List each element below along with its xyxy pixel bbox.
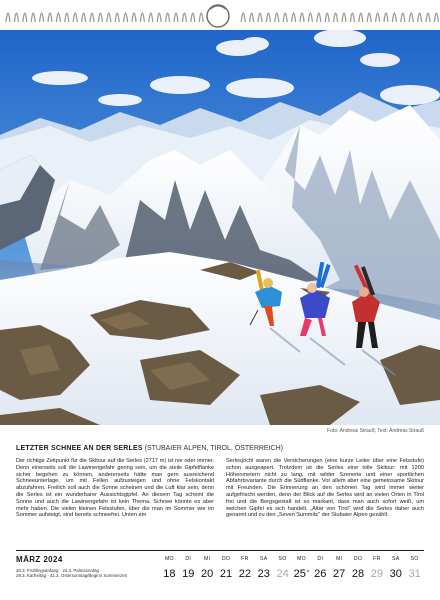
day-column bbox=[292, 551, 311, 591]
day-column bbox=[386, 551, 405, 591]
spiral-coil bbox=[124, 13, 128, 22]
day-columns bbox=[160, 551, 424, 591]
day-number-text: 24 bbox=[276, 568, 289, 580]
weekday-label: FR bbox=[373, 556, 381, 562]
holiday-line: 20.3. Frühlingsanfang · 24.3. Palmsonntag · bbox=[16, 568, 102, 573]
article-subtitle: (STUBAIER ALPEN, TIROL, ÖSTERREICH) bbox=[144, 445, 283, 452]
spiral-coil bbox=[40, 13, 44, 22]
photo-credit: Foto: Andreas Strauß; Text: Andreas Strauß bbox=[327, 428, 424, 434]
spiral-coil bbox=[325, 13, 329, 22]
weekday-label: SO bbox=[278, 556, 287, 562]
article-text-1: Der richtige Zeitpunkt für die Skitour auf die Serles (2717 m) ist nie oder immer. Denn einerseits soll die Lawinengefahr gering sein, um die steile Gipfelflanke sicher begehen zu können, andererseits hätte man gern ausreichend Schneeunterlage, um mit Fellen aufzusteigen und ohne Felskontakt abzufahren. Freilich soll auch die Sonne scheinen und die Luft klar sein, denn die Serles ist ein wunderbarer Aussichtsgipfel. An diesem Tag scheint die Sonne und auch die Lawinengefahr ist kein Thema. Schnee könnte es aber mehr haben. Die vielen kleinen Felsstufen, über die man im Sommer wie im Sommer aufsteigt, sind bereits schneefrei. Unten am bbox=[16, 458, 214, 519]
weekday-label: DI bbox=[317, 556, 324, 562]
day-column bbox=[349, 551, 368, 591]
day-number bbox=[273, 568, 292, 580]
spiral-coil bbox=[275, 13, 279, 22]
weekday-label: DO bbox=[221, 556, 231, 562]
spiral-coil bbox=[115, 13, 119, 22]
spiral-coil bbox=[392, 13, 396, 22]
spiral-coil bbox=[283, 13, 287, 22]
day-column bbox=[198, 551, 217, 591]
spiral-coil bbox=[23, 13, 27, 22]
day-number-text: 19 bbox=[182, 568, 195, 580]
day-number bbox=[311, 568, 330, 580]
day-number-text: 25 bbox=[293, 568, 306, 580]
weekday-label: SA bbox=[391, 556, 400, 562]
spiral-coil bbox=[140, 13, 144, 22]
day-column bbox=[235, 551, 254, 591]
day-number-text: 30 bbox=[389, 568, 402, 580]
spiral-coil bbox=[182, 13, 186, 22]
spiral-coil bbox=[350, 13, 354, 22]
ski-tour-illustration bbox=[0, 30, 440, 425]
spiral-coil bbox=[174, 13, 178, 22]
weekday-label: SA bbox=[259, 556, 268, 562]
spiral-coil bbox=[317, 13, 321, 22]
spiral-coil bbox=[149, 13, 153, 22]
spiral-coil bbox=[6, 13, 10, 22]
calendar-strip bbox=[16, 550, 424, 591]
day-number-text: 27 bbox=[333, 568, 346, 580]
day-column bbox=[330, 551, 349, 591]
spiral-coil bbox=[73, 13, 77, 22]
day-column bbox=[273, 551, 292, 591]
spiral-coil bbox=[401, 13, 405, 22]
holiday-line: 29.3. Karfreitag · 31.3. Ostersonntag/Beginn Sommerzeit bbox=[16, 573, 127, 579]
spiral-coil bbox=[426, 13, 430, 22]
spiral-coil bbox=[191, 13, 195, 22]
article-body bbox=[16, 458, 424, 550]
day-number bbox=[217, 568, 236, 580]
day-number bbox=[386, 568, 405, 580]
spiral-coil bbox=[342, 13, 346, 22]
spiral-coil bbox=[132, 13, 136, 22]
day-number-text: 29 bbox=[370, 568, 383, 580]
weekday-label: FR bbox=[241, 556, 249, 562]
spiral-coil bbox=[367, 13, 371, 22]
month-label: MÄRZ 2024 bbox=[16, 555, 63, 564]
spiral-coil bbox=[199, 13, 203, 22]
day-column bbox=[367, 551, 386, 591]
day-number bbox=[198, 568, 217, 580]
spiral-coil bbox=[90, 13, 94, 22]
spiral-coil bbox=[157, 13, 161, 22]
spiral-coil bbox=[334, 13, 338, 22]
article-column-1 bbox=[16, 458, 214, 550]
spiral-coil bbox=[65, 13, 69, 22]
spiral-coil bbox=[376, 13, 380, 22]
day-column bbox=[179, 551, 198, 591]
weekday-label: MO bbox=[296, 556, 306, 562]
day-number bbox=[292, 568, 311, 580]
article-text-2: Serlesjöchl waren die Versicherungen (eine kurze Leiter über eine Felsstufe) schon ausgeapert. Trotzdem ist die Serles eine tolle Skitour: mit 1200 Höhenmetern nicht zu lang, mit wilder Szenerie und einer sportlichen Abfahrtsvariante durch die Südflanke. Vor allem aber eine gemeinsame Skitour mit Freunden. Die Erinnerung an den schönen Tag wird immer weiter aufgefrischt werden, denn der Blick auf die Serles wird an vielen Orten in Tirol frei und die Bergsgestalt ist so markant, dass man auch sofort weiß, um welchen Gipfel es sich handelt. „Altar von Tirol" wird die Serles daher auch genannt und zu den „Seven Summits" der Stubaier Alpen gezählt. bbox=[226, 458, 424, 519]
holiday-notes bbox=[16, 568, 146, 579]
article-heading bbox=[16, 444, 426, 453]
spiral-coil bbox=[292, 13, 296, 22]
spiral-coil bbox=[48, 13, 52, 22]
day-number bbox=[254, 568, 273, 580]
spiral-coil bbox=[241, 13, 245, 22]
spiral-coil bbox=[82, 13, 86, 22]
weekday-label: DI bbox=[185, 556, 192, 562]
spiral-coil bbox=[31, 13, 35, 22]
mountain-photo bbox=[0, 30, 440, 425]
day-column bbox=[311, 551, 330, 591]
spiral-coil bbox=[300, 13, 304, 22]
spiral-coil bbox=[434, 13, 438, 22]
moon-phase-icon: ● bbox=[306, 568, 310, 573]
day-number bbox=[160, 568, 179, 580]
spiral-coil bbox=[359, 13, 363, 22]
weekday-label: SO bbox=[410, 556, 419, 562]
spiral-coil bbox=[258, 13, 262, 22]
day-column bbox=[254, 551, 273, 591]
day-number-text: 31 bbox=[408, 568, 421, 580]
day-column bbox=[160, 551, 179, 591]
day-number-text: 18 bbox=[163, 568, 176, 580]
spiral-coil bbox=[384, 13, 388, 22]
day-number-text: 28 bbox=[351, 568, 365, 580]
spiral-coil bbox=[308, 13, 312, 22]
spiral-coil bbox=[56, 13, 60, 22]
spiral-coil bbox=[107, 13, 111, 22]
day-number bbox=[235, 568, 254, 580]
day-number bbox=[349, 568, 368, 580]
day-number bbox=[405, 568, 424, 580]
day-number-text: 26 bbox=[314, 568, 327, 580]
spiral-coil bbox=[166, 13, 170, 22]
spiral-coil bbox=[14, 13, 18, 22]
spiral-coil bbox=[250, 13, 254, 22]
weekday-label: MI bbox=[203, 556, 211, 562]
spiral-coil bbox=[98, 13, 102, 22]
spiral-binding bbox=[0, 0, 440, 30]
spiral-coil bbox=[409, 13, 413, 22]
spiral-coil bbox=[418, 13, 422, 22]
spiral-coil bbox=[266, 13, 270, 22]
article-column-2 bbox=[226, 458, 424, 550]
day-number bbox=[367, 568, 386, 580]
weekday-label: MO bbox=[164, 556, 174, 562]
day-column bbox=[217, 551, 236, 591]
weekday-label: DO bbox=[353, 556, 363, 562]
day-number bbox=[330, 568, 349, 580]
day-number-text: 20 bbox=[201, 568, 214, 580]
day-number bbox=[179, 568, 198, 580]
weekday-label: MI bbox=[335, 556, 343, 562]
article-title: LETZTER SCHNEE AN DER SERLES bbox=[16, 445, 143, 452]
day-number-text: 22 bbox=[238, 568, 251, 580]
day-number-text: 23 bbox=[257, 568, 270, 580]
day-column bbox=[405, 551, 424, 591]
day-number-text: 21 bbox=[219, 568, 233, 580]
